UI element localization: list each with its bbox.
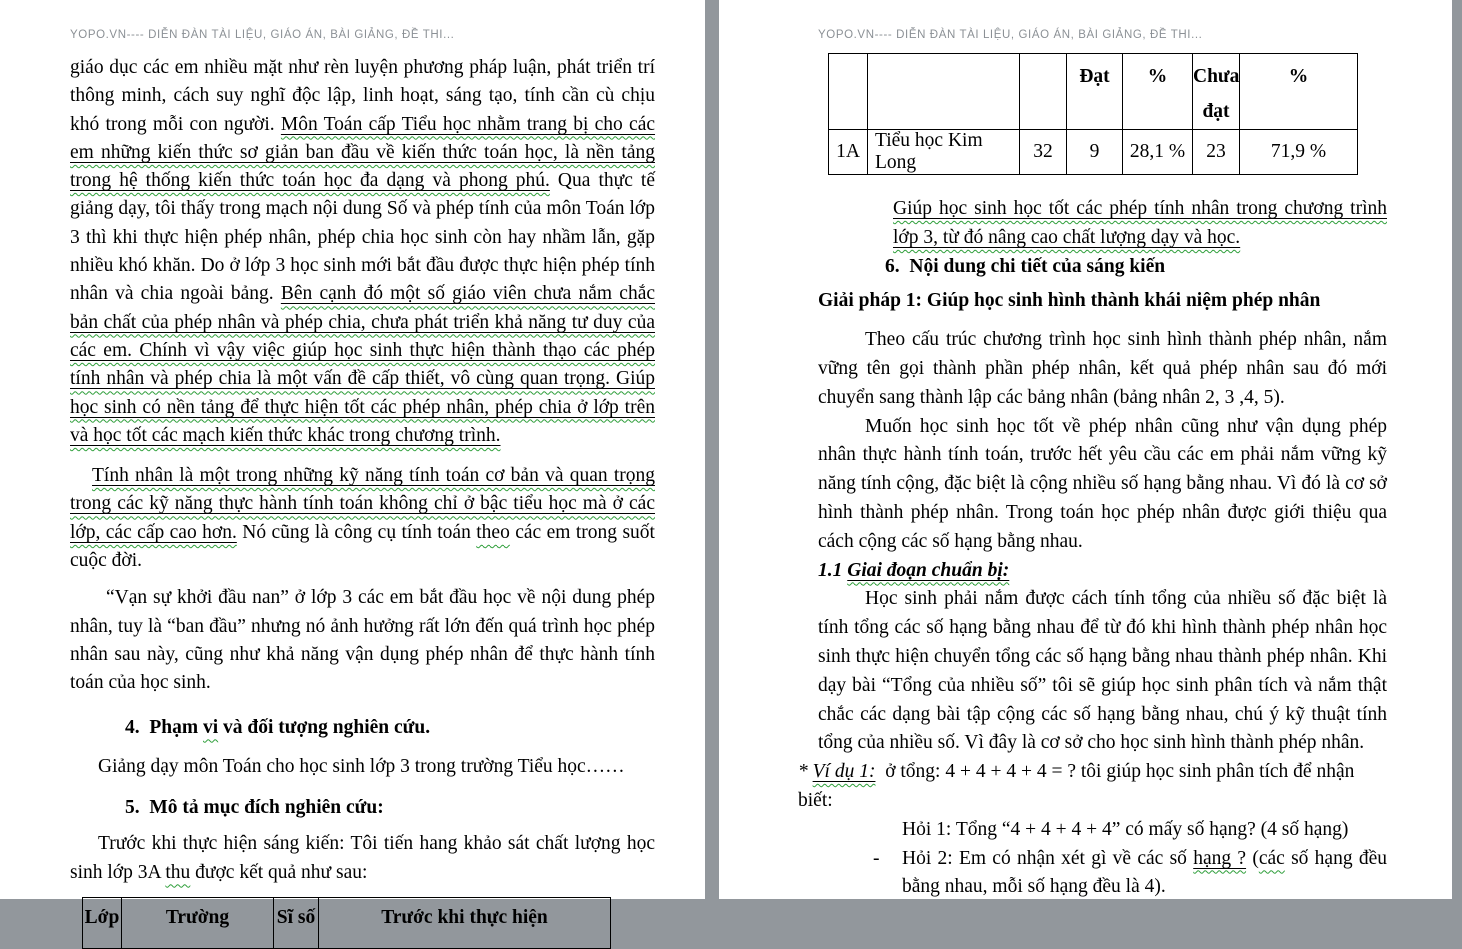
spellcheck-underline: Giai đoạn chuẩn bị: bbox=[847, 559, 1010, 581]
table-header-row bbox=[829, 54, 1358, 130]
table-cell bbox=[829, 54, 868, 130]
spellcheck-underline: Tính nhân là một trong những kỹ năng tính toán cơ bản và quan trọng trong các kỹ năng thực hành tính toán không chỉ ở bậc tiểu học mà ở các lớp, các cấp cao hơn. bbox=[70, 465, 655, 543]
text-segment: giáo dục các em nhiều mặt như rèn luyện phương pháp luận, phát triển trí thông minh, cách suy nghĩ độc lập, linh hoạt, sáng tạo, tính cần cù chịu khó trong mỗi con người. bbox=[70, 57, 655, 135]
preparation-paragraph: Học sinh phải nắm được cách tính tổng của nhiều số đặc biệt là tính tổng các số hạng bằng nhau để từ đó khi hình thành phép nhân học sinh thực hiện chuyển tổng các số hạng bằng nhau thành phép nhân. Khi dạy bài “Tổng của nhiều số” tôi sẽ giúp học sinh phân tích và nắm thật chắc các dạng bài tập cộng các số hạng bằng nhau, chú ý kỹ thuật tính tổng của nhiều số. Vì đây là cơ sở cho học sinh hình thành phép nhân. bbox=[818, 588, 1387, 754]
question1-line: Hỏi 1: Tổng “4 + 4 + 4 + 4” có mấy số hạng? (4 số hạng) bbox=[902, 818, 1349, 840]
text-segment: Hỏi 2: Em có nhận xét gì về các số bbox=[902, 847, 1194, 869]
table-cell: % bbox=[1123, 54, 1193, 130]
example1-line bbox=[798, 758, 1387, 816]
text-segment: được kết quả như sau: bbox=[190, 861, 368, 883]
requirement-paragraph: Muốn học sinh học tốt về phép nhân cũng như vận dụng phép nhân thực hành tính toán, trước hết yêu cầu các em phải nắm vững kỹ năng tính cộng, đặc biệt là cộng nhiều số hạng bằng nhau. Vì đó là cơ sở hình thành phép nhân. Trong toán học phép nhân được giới thiệu qua cách cộng các số hạng bằng nhau. bbox=[818, 415, 1387, 552]
spellcheck-underline: hạng ? bbox=[1193, 847, 1247, 869]
table-header-row bbox=[83, 898, 611, 949]
text-segment bbox=[165, 862, 190, 883]
spellcheck-underline: các bbox=[1258, 847, 1285, 869]
spellcheck-underline: Bên cạnh đó một số giáo viên chưa nắm chắc bản chất của phép nhân và phép chia, chưa phát triển khả năng tư duy của các em. Chính vì vậy việc giúp học sinh thực hiện thành thạo các phép tính nhân và phép chia là một vấn đề cấp thiết, vô cùng quan trọng. Giúp học sinh có nền tảng để thực hiện tốt các phép nhân, phép chia ở lớp trên và học tốt các mạch kiến thức khác trong chương trình. bbox=[70, 283, 655, 446]
text-segment bbox=[203, 717, 218, 738]
text-segment bbox=[476, 522, 510, 543]
multiplication-importance-paragraph bbox=[70, 462, 655, 575]
scope-paragraph: Giảng dạy môn Toán cho học sinh lớp 3 trong trường Tiểu học…… bbox=[98, 755, 625, 777]
page-1 bbox=[0, 0, 705, 929]
table-cell: % bbox=[1240, 54, 1358, 130]
table-cell: 71,9 % bbox=[1240, 130, 1358, 175]
table-cell: 1A bbox=[829, 130, 868, 175]
table-cell: 28,1 % bbox=[1123, 130, 1193, 175]
spellcheck-underline: vi bbox=[203, 716, 219, 738]
text-segment: các em trong suốt cuộc đời. bbox=[70, 521, 655, 572]
table-cell: Trường bbox=[122, 898, 274, 949]
table-cell: 9 bbox=[1067, 130, 1123, 175]
text-segment: số hạng đều bằng nhau, mỗi số hạng đều là 4). bbox=[902, 847, 1388, 898]
table-cell: Lớp bbox=[83, 898, 122, 949]
content-heading: 6. Nội dung chi tiết của sáng kiến bbox=[885, 255, 1166, 277]
scope-heading bbox=[70, 714, 655, 742]
question2-item bbox=[818, 845, 1387, 903]
text-segment: ở tổng: 4 + 4 + 4 + 4 = ? tôi giúp học sinh phân tích để nhận biết: bbox=[798, 761, 1355, 811]
text-segment bbox=[813, 761, 876, 782]
text-segment bbox=[70, 283, 655, 445]
text-segment: ( bbox=[1246, 847, 1259, 869]
spellcheck-underline: thu bbox=[165, 861, 191, 883]
table-data-row bbox=[829, 130, 1358, 175]
text-segment bbox=[847, 560, 1009, 581]
solution1-heading: Giải pháp 1: Giúp học sinh hình thành khái niệm phép nhân bbox=[818, 290, 1321, 312]
table-cell: Đạt bbox=[1067, 54, 1123, 130]
goal-paragraph bbox=[893, 195, 1387, 253]
table-cell: 32 bbox=[1020, 130, 1067, 175]
spellcheck-underline: theo bbox=[476, 521, 510, 543]
text-segment bbox=[1193, 848, 1246, 869]
text-segment: 4. Phạm bbox=[125, 716, 203, 738]
intro-paragraph bbox=[70, 54, 655, 450]
structure-paragraph: Theo cấu trúc chương trình học sinh hình thành phép nhân, nắm vững tên gọi thành phần phép nhân, kết quả phép nhân sau đó mới chuyển sang thành lập các bảng nhân (bảng nhân 2, 3 ,4, 5). bbox=[818, 329, 1387, 408]
text-segment: * bbox=[798, 761, 813, 783]
purpose-heading: 5. Mô tả mục đích nghiên cứu: bbox=[125, 797, 384, 819]
spellcheck-underline: Giúp học sinh học tốt các phép tính nhân trong chương trình lớp 3, từ đó nâng cao chất lượng dạy và học. bbox=[893, 198, 1387, 248]
survey-table bbox=[82, 897, 611, 949]
list-dash: - bbox=[873, 847, 880, 869]
van-su-paragraph: “Vạn sự khởi đầu nan” ở lớp 3 các em bắt đầu học về nội dung phép nhân, tuy là “ban đầu” nhưng nó ảnh hưởng rất lớn đến quá trình học phép nhân sau này, cũng như khả năng vận dụng phép nhân để thực hành tính toán của học sinh. bbox=[70, 587, 655, 694]
page-2 bbox=[719, 0, 1452, 899]
table-cell bbox=[1020, 54, 1067, 130]
text-segment: và đối tượng nghiên cứu. bbox=[218, 716, 431, 738]
preparation-heading bbox=[818, 557, 1387, 586]
table-cell: Sĩ số bbox=[274, 898, 319, 949]
question2-text bbox=[902, 848, 1387, 898]
text-segment: Trước khi thực hiện sáng kiến: Tôi tiến hang khảo sát chất lượng học sinh lớp 3A bbox=[70, 833, 655, 883]
table-cell: Chưa đạt bbox=[1193, 54, 1240, 130]
text-segment: Nó cũng là công cụ tính toán bbox=[236, 521, 477, 543]
survey-table-continued bbox=[828, 53, 1358, 175]
text-segment: 1.1 bbox=[818, 559, 848, 581]
survey-paragraph bbox=[70, 830, 655, 887]
table-cell: 23 bbox=[1193, 130, 1240, 175]
text-segment: Qua thực tế giảng dạy, tôi thấy trong mạch nội dung Số và phép tính của môn Toán lớp 3 thì khi thực hiện phép nhân, phép chia học sinh còn hay nhầm lẫn, gặp nhiều khó khăn. Do ở lớp 3 học sinh mới bắt đầu được thực hiện phép tính nhân và chia ngoài bảng. bbox=[70, 170, 655, 305]
spellcheck-underline: Ví dụ 1: bbox=[812, 761, 876, 783]
text-segment bbox=[893, 198, 1387, 248]
watermark-text: YOPO.VN---- DIỄN ĐÀN TÀI LIỆU, GIÁO ÁN, BÀI GIẢNG, ĐỀ THI... bbox=[818, 29, 1203, 41]
table-cell bbox=[868, 54, 1020, 130]
watermark-text: YOPO.VN---- DIỄN ĐÀN TÀI LIỆU, GIÁO ÁN, BÀI GIẢNG, ĐỀ THI... bbox=[70, 29, 455, 41]
table-cell: Trước khi thực hiện bbox=[319, 898, 611, 949]
text-segment bbox=[1259, 848, 1285, 869]
spellcheck-underline: Môn Toán cấp Tiểu học nhằm trang bị cho các em những kiến thức sơ giản ban đầu về kiến thức toán học, là nền tảng trong hệ thống kiến thức toán học đa dạng và phong phú. bbox=[70, 113, 656, 192]
table-cell: Tiểu học Kim Long bbox=[868, 130, 1020, 175]
